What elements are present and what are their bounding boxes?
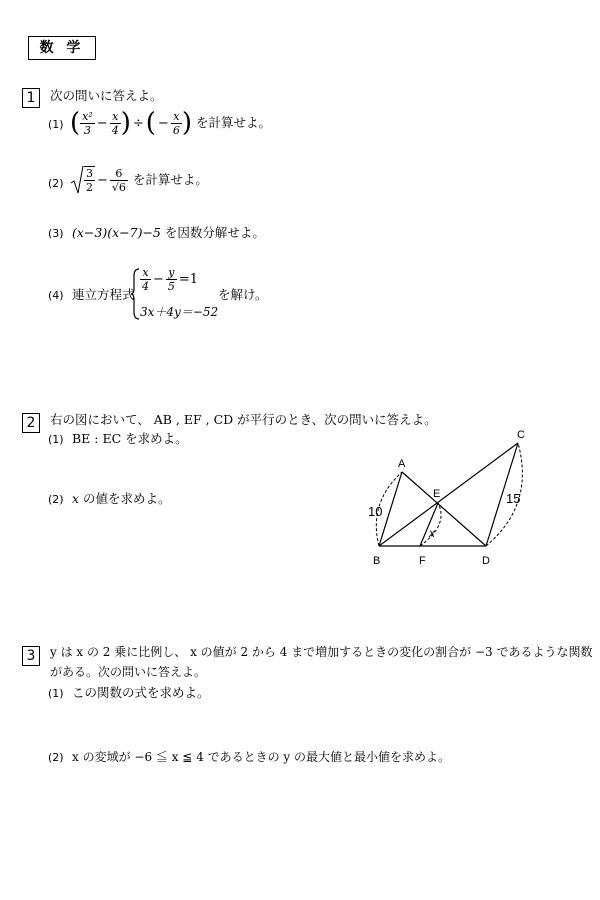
q1p1-suffix: を計算せよ。: [195, 115, 271, 130]
system-brace-icon: [130, 268, 140, 320]
q1p4-suffix: を解け。: [218, 287, 268, 302]
q2p2-var: x: [72, 491, 80, 506]
q2-part1-text: BE : EC を求めよ。: [72, 431, 188, 446]
point-f-label: F: [419, 555, 426, 567]
length-ef-label: x: [429, 526, 435, 540]
q1p4-den1: 4: [142, 280, 149, 293]
q1p1-num3: x: [171, 110, 182, 124]
q2-part2-label: (2): [48, 493, 64, 506]
question-2-intro: 右の図において、 AB , EF , CD が平行のとき、次の問いに答えよ。: [50, 412, 437, 427]
q1p4-equation2: 3x＋4y＝−52: [140, 305, 219, 319]
question-3-intro-line1: y は x の 2 乗に比例し、 x の値が 2 から 4 まで増加するときの変化の割合が −3 であるような関数: [50, 645, 593, 659]
q1p4-den2: 5: [167, 280, 175, 293]
q1p4-equation1: [140, 266, 200, 293]
q1p4-op: −: [153, 272, 164, 287]
q1p2-num1: 3: [86, 167, 93, 180]
q1p4-num2: y: [166, 266, 177, 280]
q1-part4-label: (4): [48, 289, 64, 302]
q1p2-op: −: [97, 172, 108, 188]
q1p3-suffix: を因数分解せよ。: [164, 225, 265, 240]
question-1-intro: 次の問いに答えよ。: [50, 88, 163, 103]
q1p3-expression: (x−3)(x−7)−5: [72, 225, 161, 240]
q1-part2-expression: [70, 165, 208, 195]
question-1-number: 1: [22, 88, 40, 108]
question-3-number: 3: [22, 646, 40, 666]
q1p1-neg: −: [157, 115, 169, 131]
q1p2-suffix: を計算せよ。: [132, 172, 208, 187]
point-d-label: D: [482, 555, 490, 567]
parallel-lines-figure: [360, 425, 540, 570]
q1-part3-line: [72, 224, 265, 242]
q3-part1-text: この関数の式を求めよ。: [72, 685, 210, 700]
q1-part1-label: (1): [48, 118, 64, 131]
q2-part2-line: [72, 490, 171, 508]
q1p1-op1: −: [96, 115, 108, 131]
point-b-label: B: [373, 555, 381, 567]
q3-part2-text: x の変域が −6 ≦ x ≦ 4 であるときの y の最大値と最小値を求めよ。: [72, 750, 451, 764]
q1p4-eq1-rest: =1: [178, 272, 199, 287]
q1p2-num2: 6: [110, 167, 128, 181]
q1-part3-label: (3): [48, 227, 64, 240]
q1p4-prefix: 連立方程式: [72, 287, 135, 302]
q2p2-text: の値を求めよ。: [83, 491, 171, 506]
point-e-label: E: [433, 488, 441, 500]
q3-part1-label: (1): [48, 687, 64, 700]
q3-part2-label: (2): [48, 751, 64, 764]
q1p2-den1: 2: [86, 181, 93, 194]
q1p1-op2: ÷: [132, 115, 144, 131]
segment-ad: [402, 472, 486, 546]
q1p2-den2: √6: [111, 180, 126, 194]
q2-part1-label: (1): [48, 433, 64, 446]
length-cd-label: 15: [506, 491, 521, 506]
length-ab-label: 10: [368, 504, 383, 519]
question-2-number: 2: [22, 413, 40, 433]
q1p1-den1: 3: [83, 123, 91, 137]
q1p1-num2: x: [110, 110, 121, 124]
sqrt-radical-icon: [70, 165, 84, 195]
point-a-label: A: [398, 458, 406, 470]
point-c-label: C: [517, 429, 525, 441]
q1-part2-label: (2): [48, 177, 64, 190]
q1p1-den3: 6: [172, 123, 180, 137]
q1p4-num1: x: [140, 266, 151, 280]
subject-title: 数 学: [28, 36, 96, 60]
question-3-intro-line2: がある。次の問いに答えよ。: [50, 665, 207, 679]
q1p1-num1: x²: [82, 109, 93, 123]
q1-part1-expression: ( $\frac{\text{x²}}{3}$ − $\frac{x}{4}$ ) ÷ ( − $\frac{x}{6}$ ) を計算せよ。: [70, 108, 271, 138]
q1p1-den2: 4: [111, 123, 119, 137]
